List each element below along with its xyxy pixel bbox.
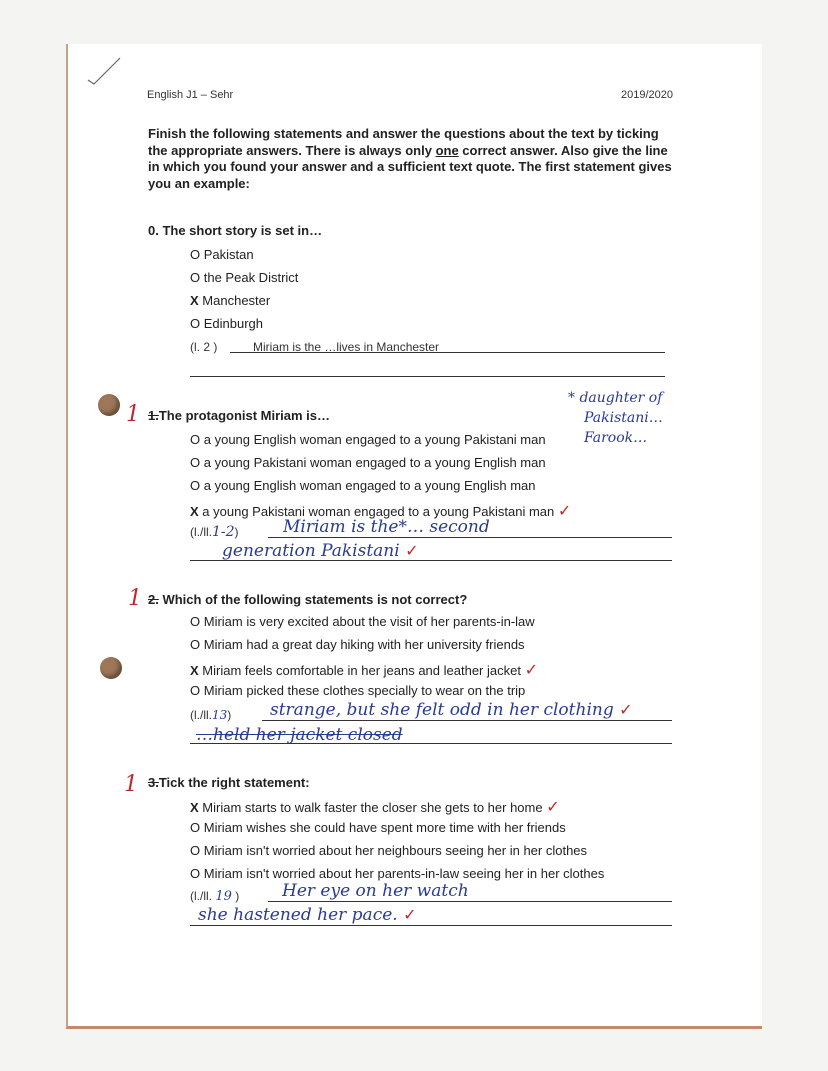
q2-quote-line-2: …held her jacket closed xyxy=(196,725,403,745)
q1-answer-line-1 xyxy=(268,537,672,538)
q3-answer-line-2 xyxy=(190,925,672,926)
q0-answer-line-2 xyxy=(190,376,665,377)
q0-option-1[interactable]: O Pakistan xyxy=(190,247,254,262)
q2-score: 1 xyxy=(128,586,142,611)
q3-option-2[interactable]: O Miriam wishes she could have spent more time with her friends xyxy=(190,820,566,835)
q3-option-1[interactable]: X Miriam starts to walk faster the closer she gets to her home ✓ xyxy=(190,797,560,816)
q1-answer-line-2 xyxy=(190,560,672,561)
q2-option-4[interactable]: O Miriam picked these clothes specially to wear on the trip xyxy=(190,683,526,698)
question-3-title: 3.Tick the right statement: xyxy=(148,775,310,790)
q1-option-1[interactable]: O a young English woman engaged to a young Pakistani man xyxy=(190,432,546,447)
q0-quote: Miriam is the …lives in Manchester xyxy=(253,340,440,354)
q3-score: 1 xyxy=(124,772,138,797)
question-0-title: 0. The short story is set in… xyxy=(148,223,323,238)
q3-option-4[interactable]: O Miriam isn't worried about her parents-in-law seeing her in her clothes xyxy=(190,866,605,881)
q3-option-3[interactable]: O Miriam isn't worried about her neighbours seeing her in her clothes xyxy=(190,843,588,858)
q2-answer-line-2 xyxy=(190,743,672,744)
instructions: Finish the following statements and answer the questions about the text by ticking the appropriate answers. There is always only one correct answer. Also give the line in which you found your answer and a sufficient text quote. The first statement gives you an example: xyxy=(148,126,672,191)
q0-option-4[interactable]: O Edinburgh xyxy=(190,316,264,331)
header-course: English J1 – Sehr xyxy=(147,89,234,101)
q1-quote-line-1: Miriam is the*… second xyxy=(283,517,490,537)
q3-line-label: (l./ll. 19 ) xyxy=(190,889,240,904)
q1-score: 1 xyxy=(126,402,140,427)
pencil-check-mark xyxy=(84,52,124,86)
q1-option-4[interactable]: X a young Pakistani woman engaged to a young Pakistani man ✓ xyxy=(190,501,572,520)
punch-hole-bottom xyxy=(100,657,122,679)
q1-margin-note: * daughter of Pakistani… Farook… xyxy=(568,390,663,446)
q3-quote-line-2: she hastened her pace. ✓ xyxy=(198,905,417,925)
q2-option-2[interactable]: O Miriam had a great day hiking with her university friends xyxy=(190,637,525,652)
q2-quote-line-1: strange, but she felt odd in her clothing ✓ xyxy=(270,700,633,720)
q0-answer-line-1 xyxy=(230,352,665,353)
q1-quote-line-2: generation Pakistani ✓ xyxy=(222,541,419,561)
tick-icon: ✓ xyxy=(546,797,560,816)
q3-answer-line-1 xyxy=(268,901,672,902)
tick-icon: ✓ xyxy=(403,905,417,924)
q1-option-2[interactable]: O a young Pakistani woman engaged to a young English man xyxy=(190,455,546,470)
q1-option-3[interactable]: O a young English woman engaged to a young English man xyxy=(190,478,536,493)
q2-answer-line-1 xyxy=(262,720,672,721)
tick-icon: ✓ xyxy=(557,501,572,520)
header-year: 2019/2020 xyxy=(621,89,673,101)
q2-line-label: (l./ll.13) xyxy=(190,708,232,722)
question-1-title: 1.The protagonist Miriam is… xyxy=(148,408,331,423)
tick-icon: ✓ xyxy=(405,541,419,560)
q2-option-3[interactable]: X Miriam feels comfortable in her jeans and leather jacket ✓ xyxy=(190,660,538,679)
q1-line-label: (l./ll.1-2) xyxy=(190,524,239,540)
tick-icon: ✓ xyxy=(619,700,633,719)
q0-option-3[interactable]: X Manchester xyxy=(190,293,271,308)
punch-hole-top xyxy=(98,394,120,416)
q2-option-1[interactable]: O Miriam is very excited about the visit of her parents-in-law xyxy=(190,614,535,629)
q0-option-2[interactable]: O the Peak District xyxy=(190,270,299,285)
tick-icon: ✓ xyxy=(524,660,538,679)
question-2-title: 2. Which of the following statements is not correct? xyxy=(148,592,468,607)
q3-quote-line-1: Her eye on her watch xyxy=(282,881,469,901)
q0-line-label: (l. 2 ) xyxy=(190,340,218,354)
